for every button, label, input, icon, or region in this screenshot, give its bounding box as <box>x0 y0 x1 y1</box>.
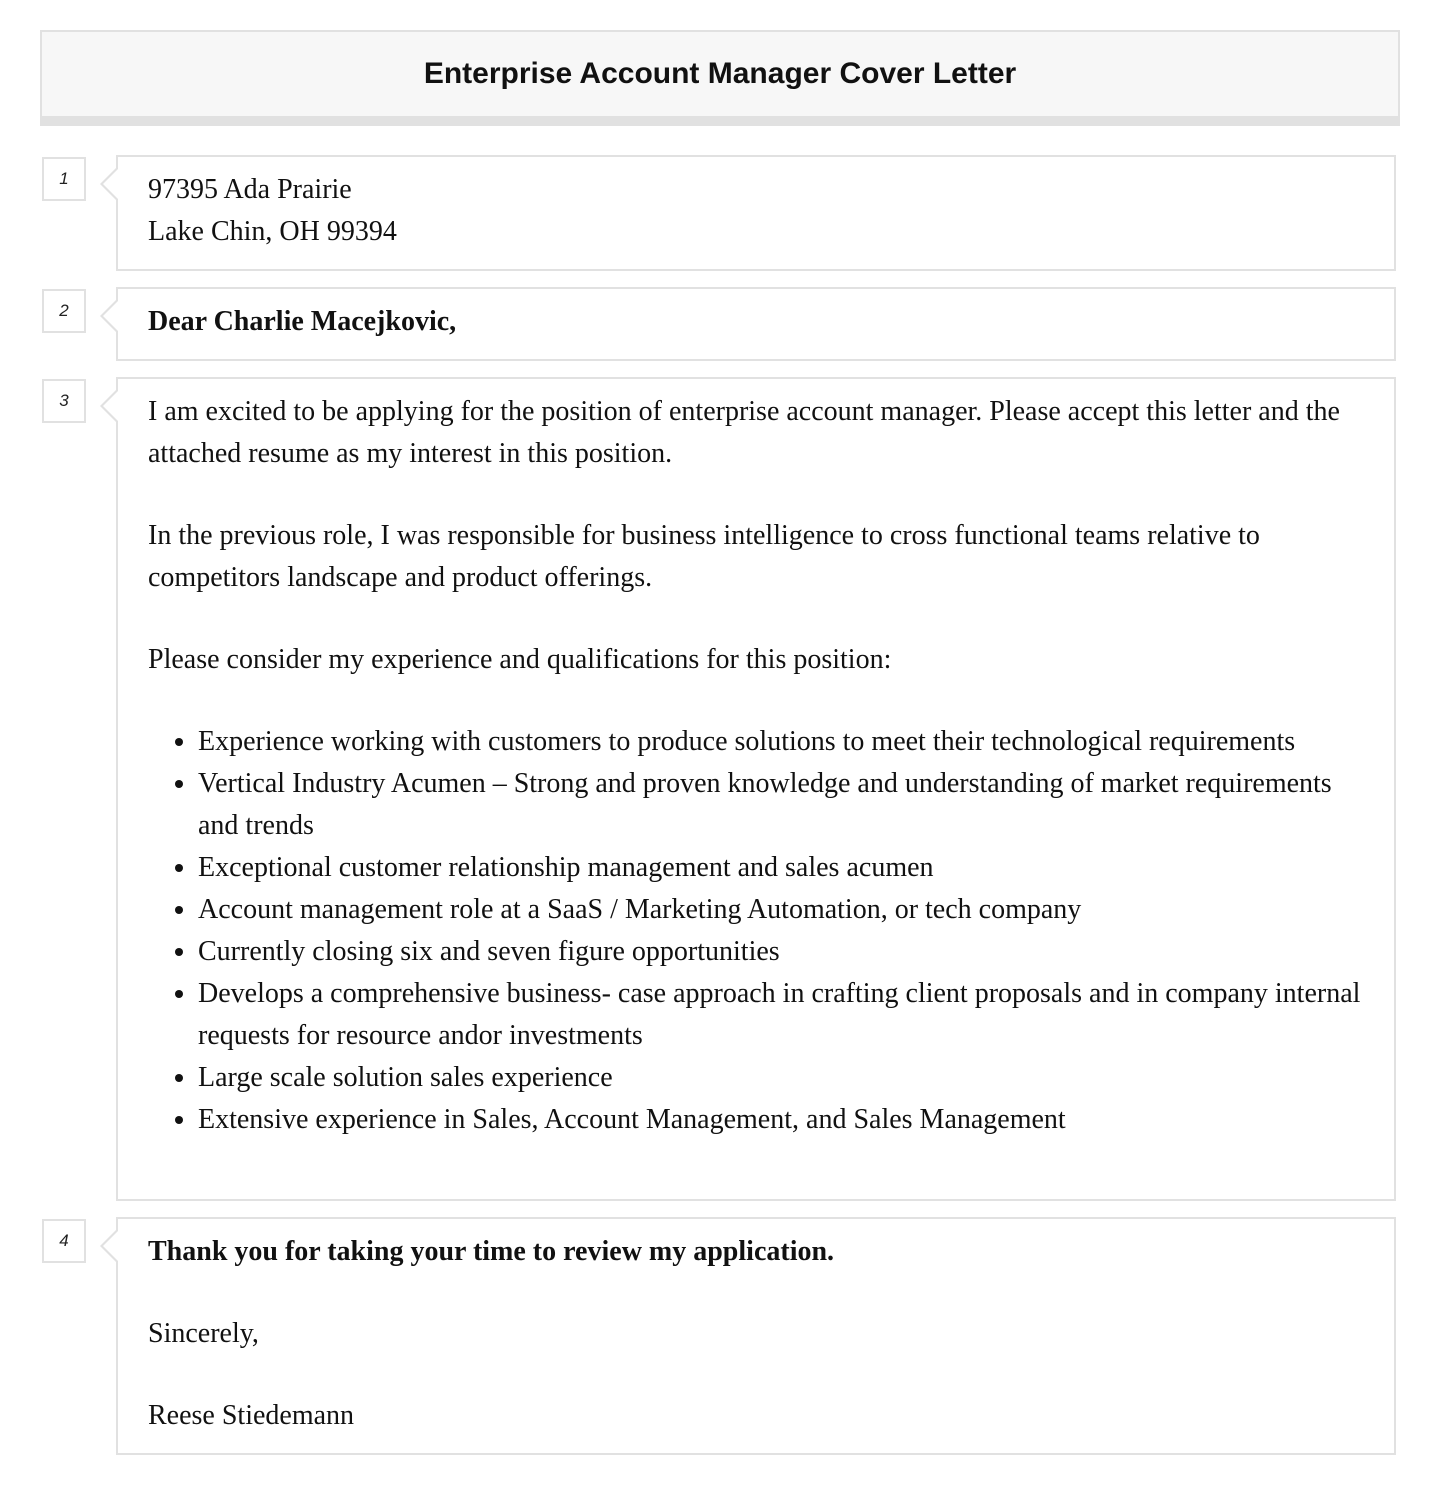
list-item: • Develops a comprehensive business- case approach in crafting client proposals and in company internal requests for resource andor investments <box>198 973 1364 1057</box>
section-number: 1 <box>42 157 86 201</box>
address-line-2: Lake Chin, OH 99394 <box>148 216 397 247</box>
body-block <box>116 377 1396 1201</box>
list-item: • Exceptional customer relationship management and sales acumen <box>198 847 1364 889</box>
closing-line: Thank you for taking your time to review my application. <box>148 1236 835 1267</box>
list-item: • Account management role at a SaaS / Marketing Automation, or tech company <box>198 889 1364 931</box>
page-title: Enterprise Account Manager Cover Letter <box>423 57 1017 90</box>
list-item: • Experience working with customers to produce solutions to meet their technological requirements <box>198 721 1364 763</box>
section-number: 2 <box>42 289 86 333</box>
salutation-block <box>116 287 1396 361</box>
body-paragraph-3: Please consider my experience and qualifications for this position: <box>148 644 892 675</box>
closing-block <box>116 1217 1396 1455</box>
section-number: 3 <box>42 379 86 423</box>
list-item: • Extensive experience in Sales, Account Management, and Sales Management <box>198 1099 1364 1141</box>
signoff: Sincerely, <box>148 1318 259 1349</box>
address-line-1: 97395 Ada Prairie <box>148 174 352 205</box>
qualifications-list <box>148 721 1364 1141</box>
title-bar <box>40 30 1400 126</box>
salutation: Dear Charlie Macejkovic, <box>148 306 457 337</box>
section-number: 4 <box>42 1219 86 1263</box>
body-paragraph-1: I am excited to be applying for the position of enterprise account manager. Please accept this letter and the attached resume as my interest in this position. <box>148 396 1340 469</box>
list-item: • Large scale solution sales experience <box>198 1057 1364 1099</box>
body-paragraph-2: In the previous role, I was responsible for business intelligence to cross functional teams relative to competitors landscape and product offerings. <box>148 520 1260 593</box>
list-item: • Currently closing six and seven figure opportunities <box>198 931 1364 973</box>
address-block <box>116 155 1396 271</box>
list-item: • Vertical Industry Acumen – Strong and proven knowledge and understanding of market requirements and trends <box>198 763 1364 847</box>
signature: Reese Stiedemann <box>148 1400 355 1431</box>
